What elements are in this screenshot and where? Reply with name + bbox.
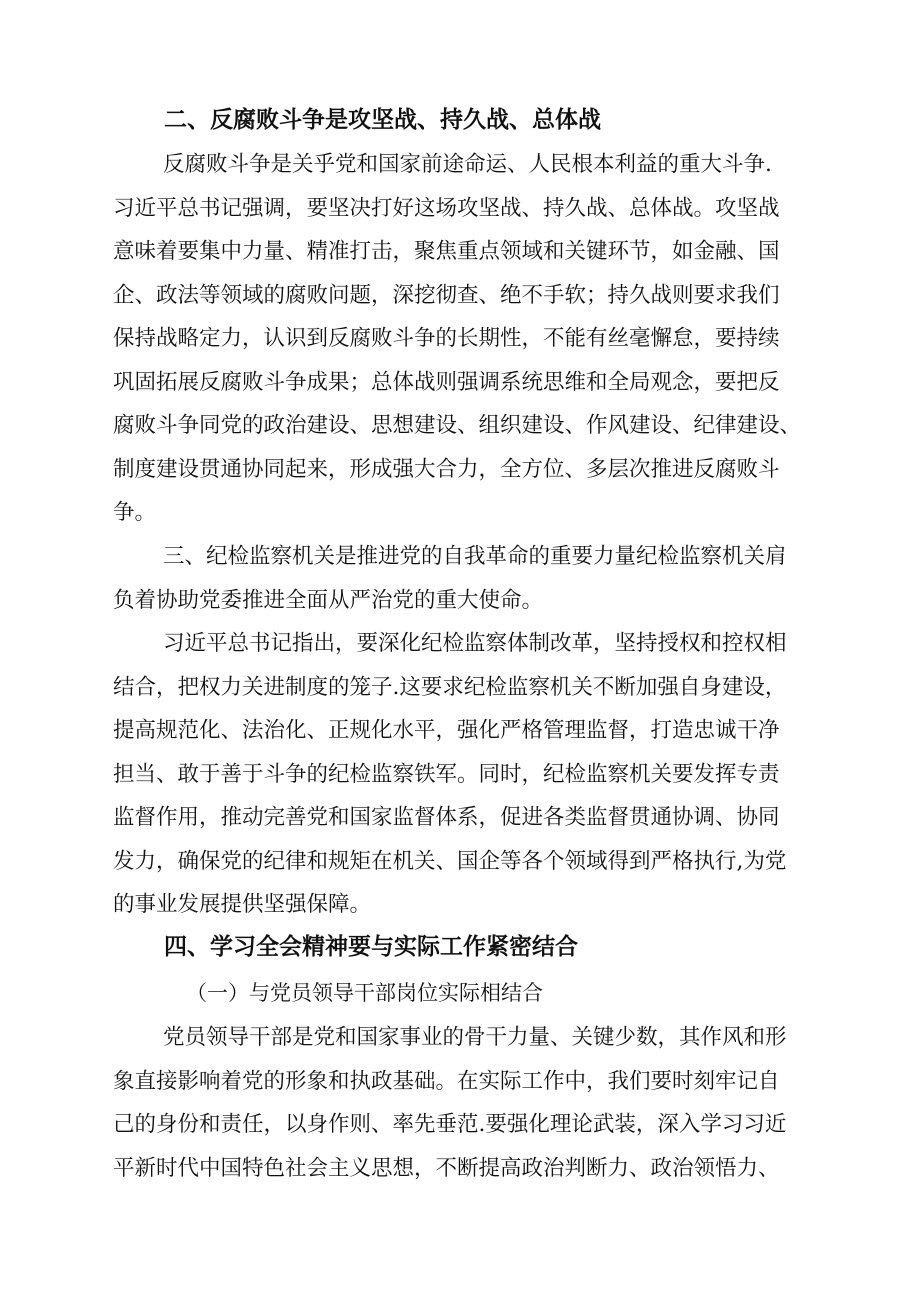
text-line: 保持战略定力，认识到反腐败斗争的长期性，不能有丝毫懈怠，要持续 [113,326,780,351]
paragraph-party-leaders [113,1016,851,1190]
subsection-heading-4-1: （一）与党员领导干部岗位实际相结合 [186,981,543,1005]
paragraph-discipline-organs [113,535,851,622]
text-line: 象直接影响着党的形象和执政基础。在实际工作中，我们要时刻牢记自 [113,1068,780,1094]
text-line: 平新时代中国特色社会主义思想，不断提高政治判断力、政治领悟力、 [113,1155,780,1181]
text-line: 习近平总书记强调，要坚决打好这场攻坚战、持久战、总体战。攻坚战 [113,195,780,221]
text-line: 发力，确保党的纪律和规矩在机关、国企等各个领域得到严格执行,为党 [113,848,787,874]
section-heading-4: 四、学习全会精神要与实际工作紧密结合 [164,934,578,960]
text-line: 反腐败斗争是关乎党和国家前途命运、人民根本利益的重大斗争. [163,152,772,177]
text-line: 负着协助党委推进全面从严治党的重大使命。 [113,587,544,613]
text-line: 监督作用，推动完善党和国家监督体系，促进各类监督贯通协调、协同 [113,805,780,830]
text-line: 腐败斗争同党的政治建设、思想建设、组织建设、作风建设、纪律建设、 [113,413,802,438]
text-line: 提高规范化、法治化、正规化水平，强化严格管理监督，打造忠诚干净 [113,718,780,743]
text-line: 意味着要集中力量、精准打击，聚焦重点领域和关键环节，如金融、国 [113,239,780,264]
text-line: 担当、敢于善于斗争的纪检监察铁军。同时，纪检监察机关要发挥专责 [113,761,780,787]
text-line: 巩固拓展反腐败斗争成果；总体战则强调系统思维和全局观念，要把反 [113,369,780,395]
text-line: 制度建设贯通协同起来，形成强大合力，全方位、多层次推进反腐败斗 [113,456,780,482]
section-heading-2: 二、反腐败斗争是攻坚战、持久战、总体战 [164,107,601,133]
text-line: 己的身份和责任，以身作则、率先垂范.要强化理论武装，深入学习习近 [113,1112,787,1137]
text-line: 三、纪检监察机关是推进党的自我革命的重要力量纪检监察机关肩 [163,544,787,569]
text-line: 企、政法等领域的腐败问题，深挖彻查、绝不手软；持久战则要求我们 [113,282,780,308]
text-line: 结合，把权力关进制度的笼子.这要求纪检监察机关不断加强自身建设， [113,674,787,700]
text-line: 习近平总书记指出，要深化纪检监察体制改革，坚持授权和控权相 [163,631,787,656]
paragraph-anti-corruption [113,143,851,535]
paragraph-supervision-reform [113,622,851,927]
text-line: 争。 [113,500,157,525]
text-line: 党员领导干部是党和国家事业的骨干力量、关键少数，其作风和形 [163,1025,787,1050]
text-line: 的事业发展提供坚强保障。 [113,892,372,917]
